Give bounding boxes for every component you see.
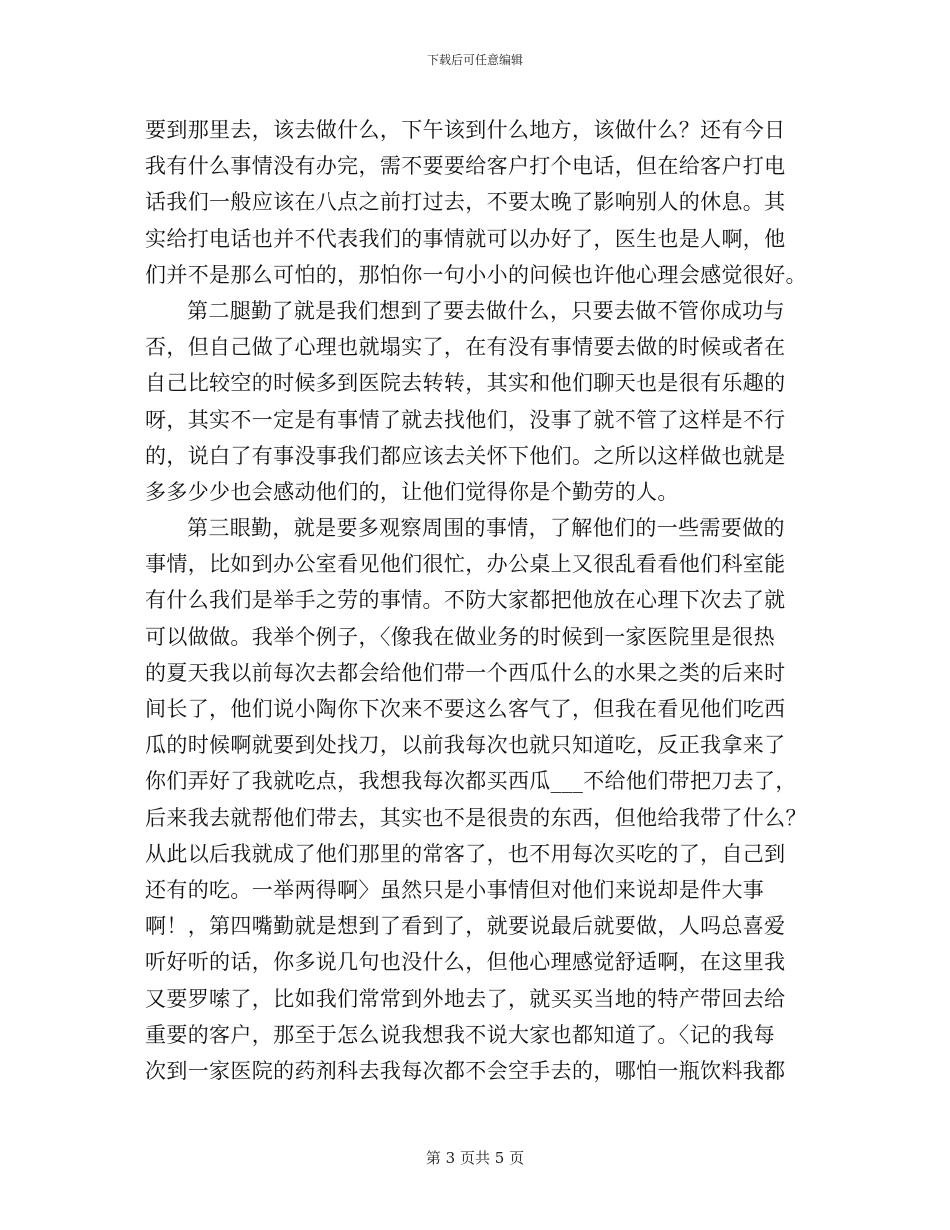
text-line: 可以做做。我举个例子，〈像我在做业务的时候到一家医院里是很热 [145, 624, 775, 649]
text-line: 话我们一般应该在八点之前打过去，不要太晚了影响别人的休息。其 [145, 190, 786, 215]
text-line: 否，但自己做了心理也就塌实了，在有没有事情要去做的时候或者在 [145, 335, 786, 360]
text-line: 们并不是那么可怕的，那怕你一句小小的问候也许他心理会感觉很好。 [145, 262, 807, 287]
text-line: 从此以后我就成了他们那里的常客了，也不用每次买吃的了，自己到 [145, 841, 786, 866]
text-line: 第三眼勤，就是要多观察周围的事情，了解他们的一些需要做的 [187, 516, 785, 541]
text-line: 瓜的时候啊就要到处找刀，以前我每次也就只知道吃，反正我拿来了 [145, 733, 786, 758]
page-header: 下载后可任意编辑 [426, 53, 523, 67]
text-line: 重要的客户，那至于怎么说我想我不说大家也都知道了。〈记的我每 [145, 1022, 775, 1047]
text-line: 实给打电话也并不代表我们的事情就可以办好了，医生也是人啊，他 [145, 226, 786, 251]
document-body [145, 112, 810, 1089]
text-line: 你们弄好了我就吃点，我想我每次都买西瓜___不给他们带把刀去了， [145, 769, 797, 794]
text-line: 我有什么事情没有办完，需不要要给客户打个电话，但在给客户打电 [145, 154, 786, 179]
text-line: 次到一家医院的药剂科去我每次都不会空手去的，哪怕一瓶饮料我都 [145, 1058, 786, 1083]
text-line: 又要罗嗦了，比如我们常常到外地去了，就买买当地的特产带回去给 [145, 986, 786, 1011]
text-line: 事情，比如到办公室看见他们很忙，办公桌上又很乱看看他们科室能 [145, 552, 786, 577]
text-line: 的夏天我以前每次去都会给他们带一个西瓜什么的水果之类的后来时 [145, 660, 786, 685]
text-line: 自己比较空的时候多到医院去转转，其实和他们聊天也是很有乐趣的 [145, 371, 786, 396]
page-number: 第 3 页共 5 页 [425, 1149, 525, 1167]
text-line: 第二腿勤了就是我们想到了要去做什么，只要去做不管你成功与 [187, 298, 785, 323]
text-line: 还有的吃。一举两得啊〉虽然只是小事情但对他们来说却是件大事 [145, 877, 765, 902]
text-line: 呀，其实不一定是有事情了就去找他们，没事了就不管了这样是不行 [145, 407, 786, 432]
text-line: 啊！，第四嘴勤就是想到了看到了，就要说最后就要做，人吗总喜爱 [145, 914, 786, 939]
text-line: 间长了，他们说小陶你下次来不要这么客气了，但我在看见他们吃西 [145, 697, 786, 721]
text-line: 后来我去就帮他们带去，其实也不是很贵的东西，但他给我带了什么？ [145, 805, 807, 830]
text-line: 的，说白了有事没事我们都应该去关怀下他们。之所以这样做也就是 [145, 443, 786, 468]
text-line: 有什么我们是举手之劳的事情。不防大家都把他放在心理下次去了就 [145, 588, 786, 613]
text-line: 听好听的话，你多说几句也没什么，但他心理感觉舒适啊，在这里我 [145, 950, 786, 975]
text-line: 要到那里去，该去做什么，下午该到什么地方，该做什么？还有今日 [145, 118, 786, 142]
text-line: 多多少少也会感动他们的，让他们觉得你是个勤劳的人。 [145, 479, 679, 504]
